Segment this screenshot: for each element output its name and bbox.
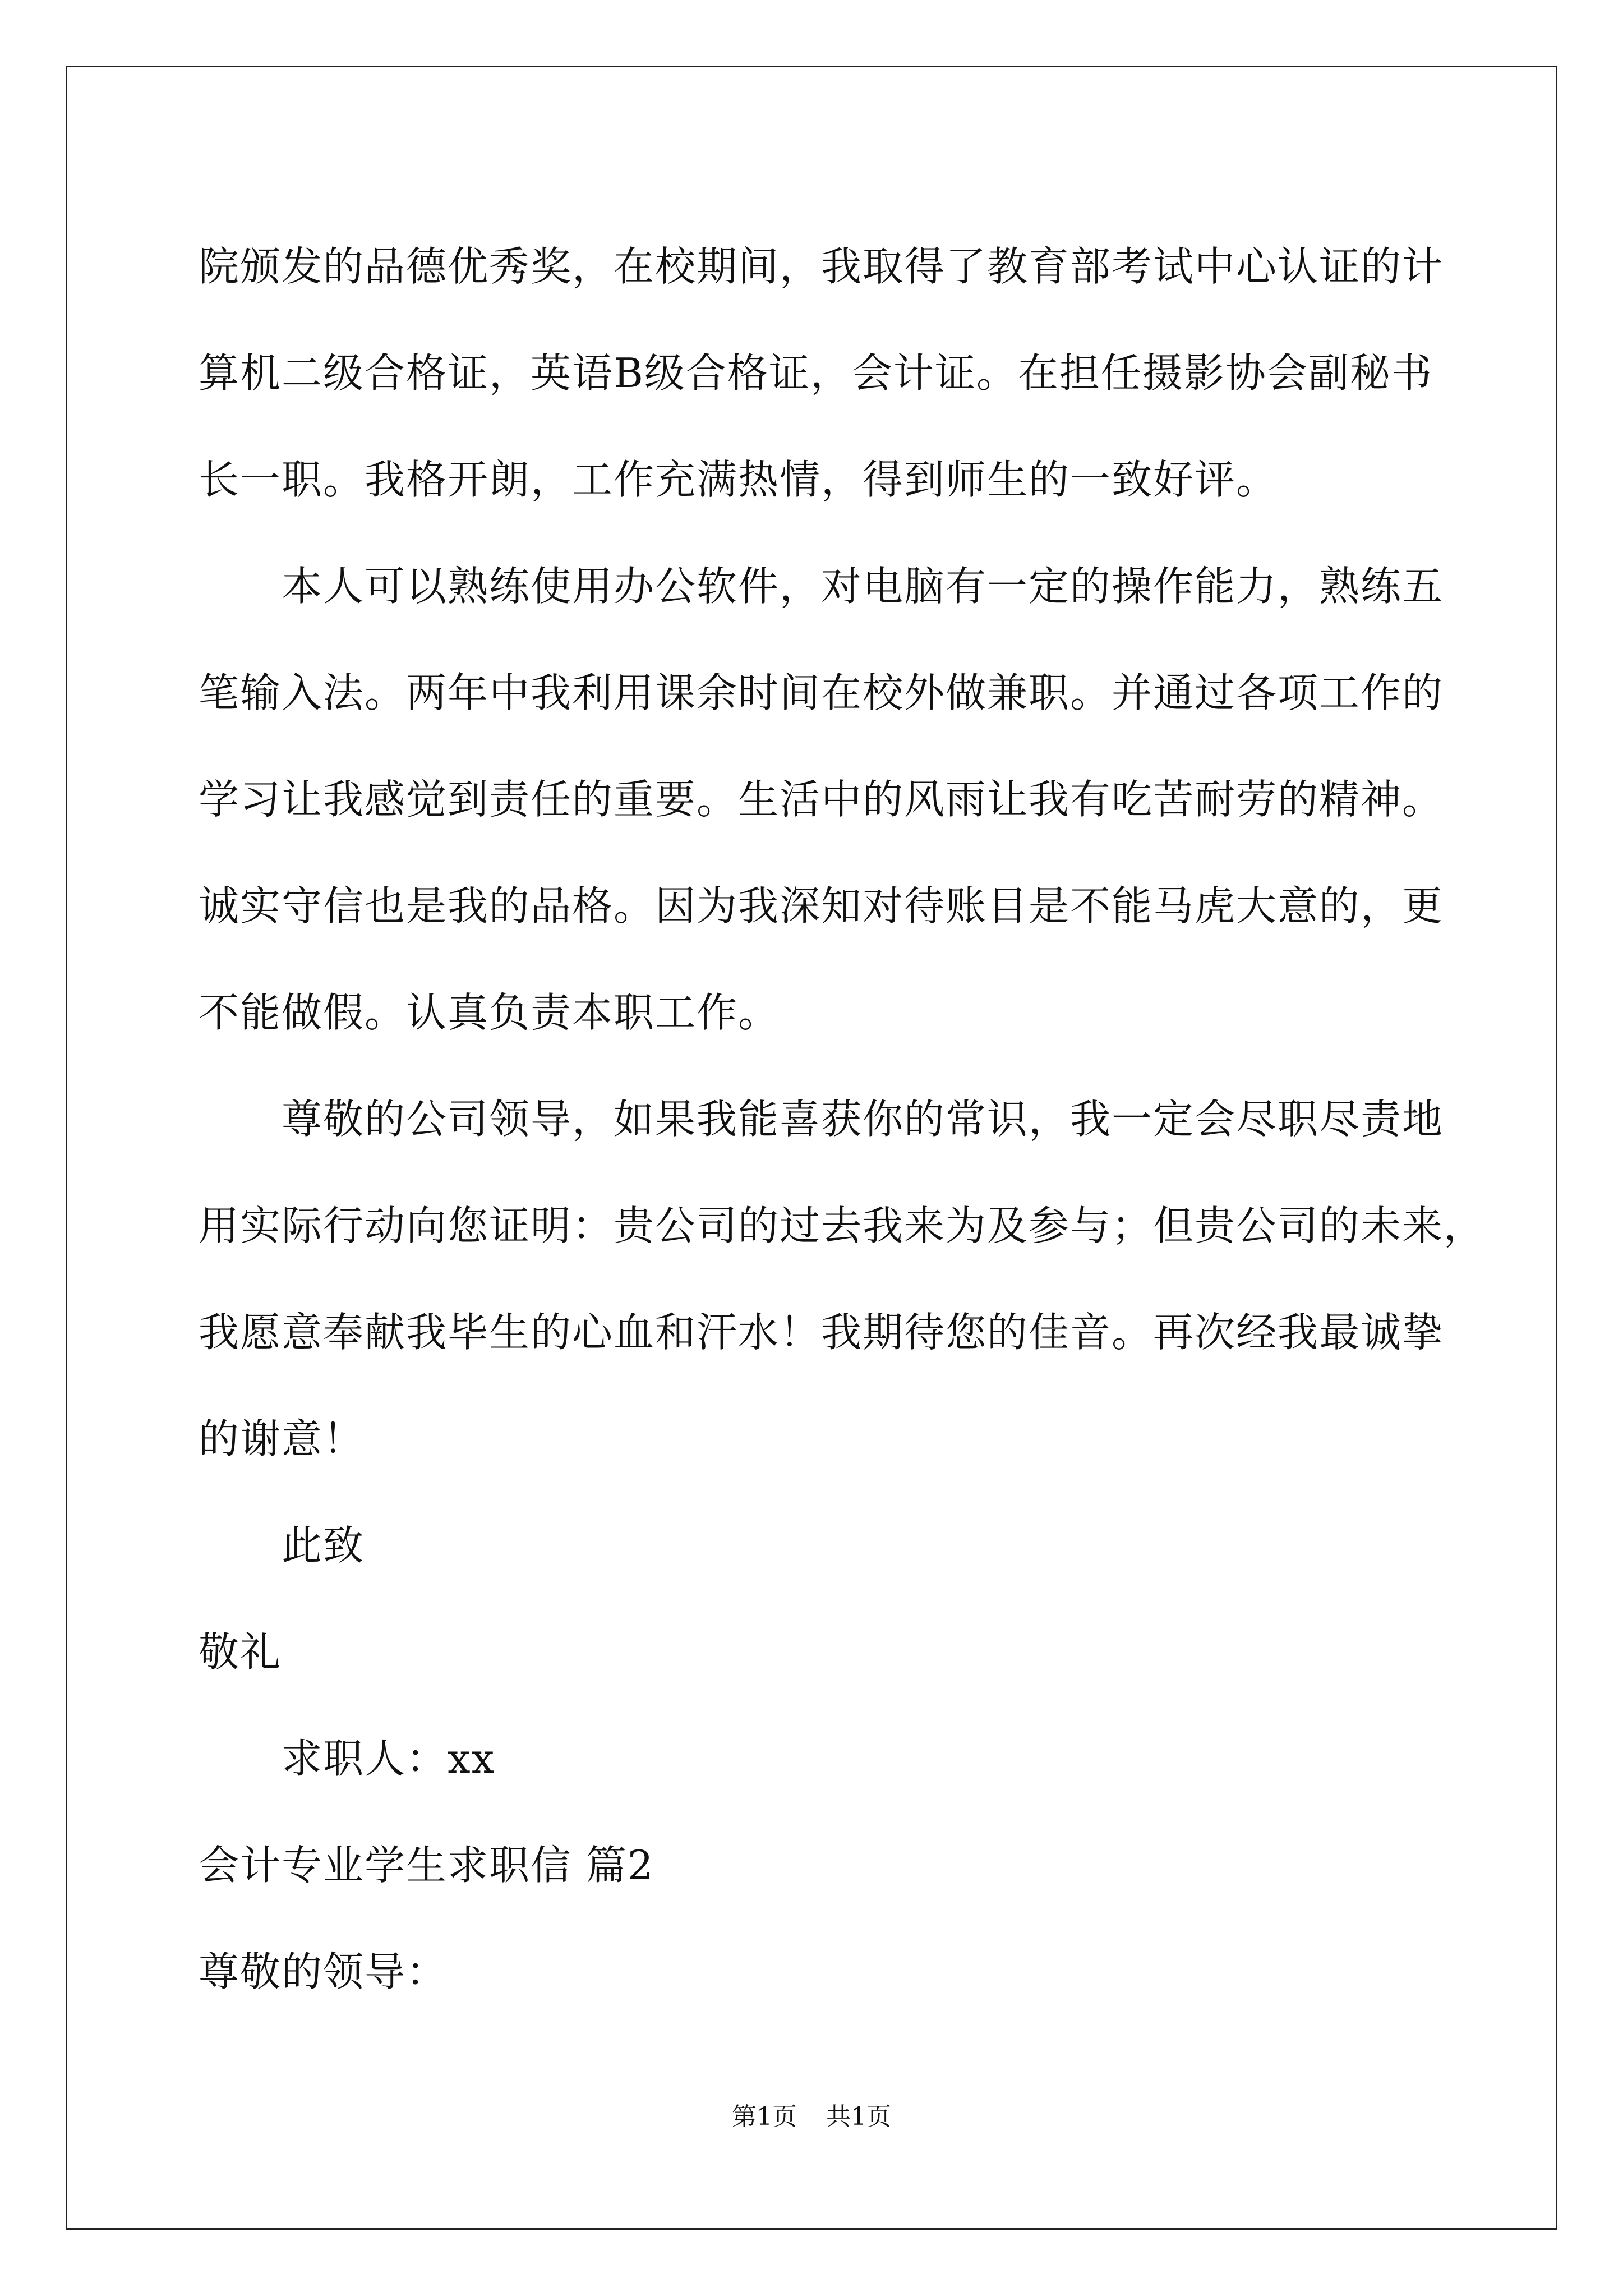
body-line: 长一职。我格开朗，工作充满热情，得到师生的一致好评。 [199, 456, 1278, 503]
body-line: 本人可以熟练使用办公软件，对电脑有一定的操作能力，熟练五 [282, 563, 1444, 610]
closing-salutation: 此致 [282, 1522, 365, 1569]
body-line: 的谢意！ [199, 1415, 365, 1462]
body-line: 院颁发的品德优秀奖，在校期间，我取得了教育部考试中心认证的计 [199, 243, 1444, 290]
section-heading: 会计专业学生求职信 篇2 [199, 1842, 654, 1889]
body-line: 算机二级合格证，英语B级合格证，会计证。在担任摄影协会副秘书 [199, 349, 1433, 397]
body-line: 用实际行动向您证明：贵公司的过去我来为及参与；但贵公司的未来， [199, 1202, 1486, 1249]
body-line: 尊敬的公司领导，如果我能喜获你的常识，我一定会尽职尽责地 [282, 1096, 1444, 1143]
body-line: 不能做假。认真负责本职工作。 [199, 989, 780, 1036]
document-body [199, 213, 1486, 2025]
signature-line: 求职人：xx [282, 1735, 496, 1782]
page-total: 共1页 [826, 2102, 891, 2131]
body-line: 诚实守信也是我的品格。因为我深知对待账目是不能马虎大意的，更 [199, 882, 1444, 930]
greeting-line: 尊敬的领导： [199, 1948, 448, 1995]
body-line: 笔输入法。两年中我利用课余时间在校外做兼职。并通过各项工作的 [199, 669, 1444, 716]
page-footer [0, 2100, 1623, 2134]
body-line: 学习让我感觉到责任的重要。生活中的风雨让我有吃苦耐劳的精神。 [199, 776, 1444, 823]
closing-regards: 敬礼 [199, 1628, 282, 1676]
body-line: 我愿意奉献我毕生的心血和汗水！我期待您的佳音。再次经我最诚挚 [199, 1309, 1444, 1356]
page-number: 第1页 [732, 2102, 797, 2131]
